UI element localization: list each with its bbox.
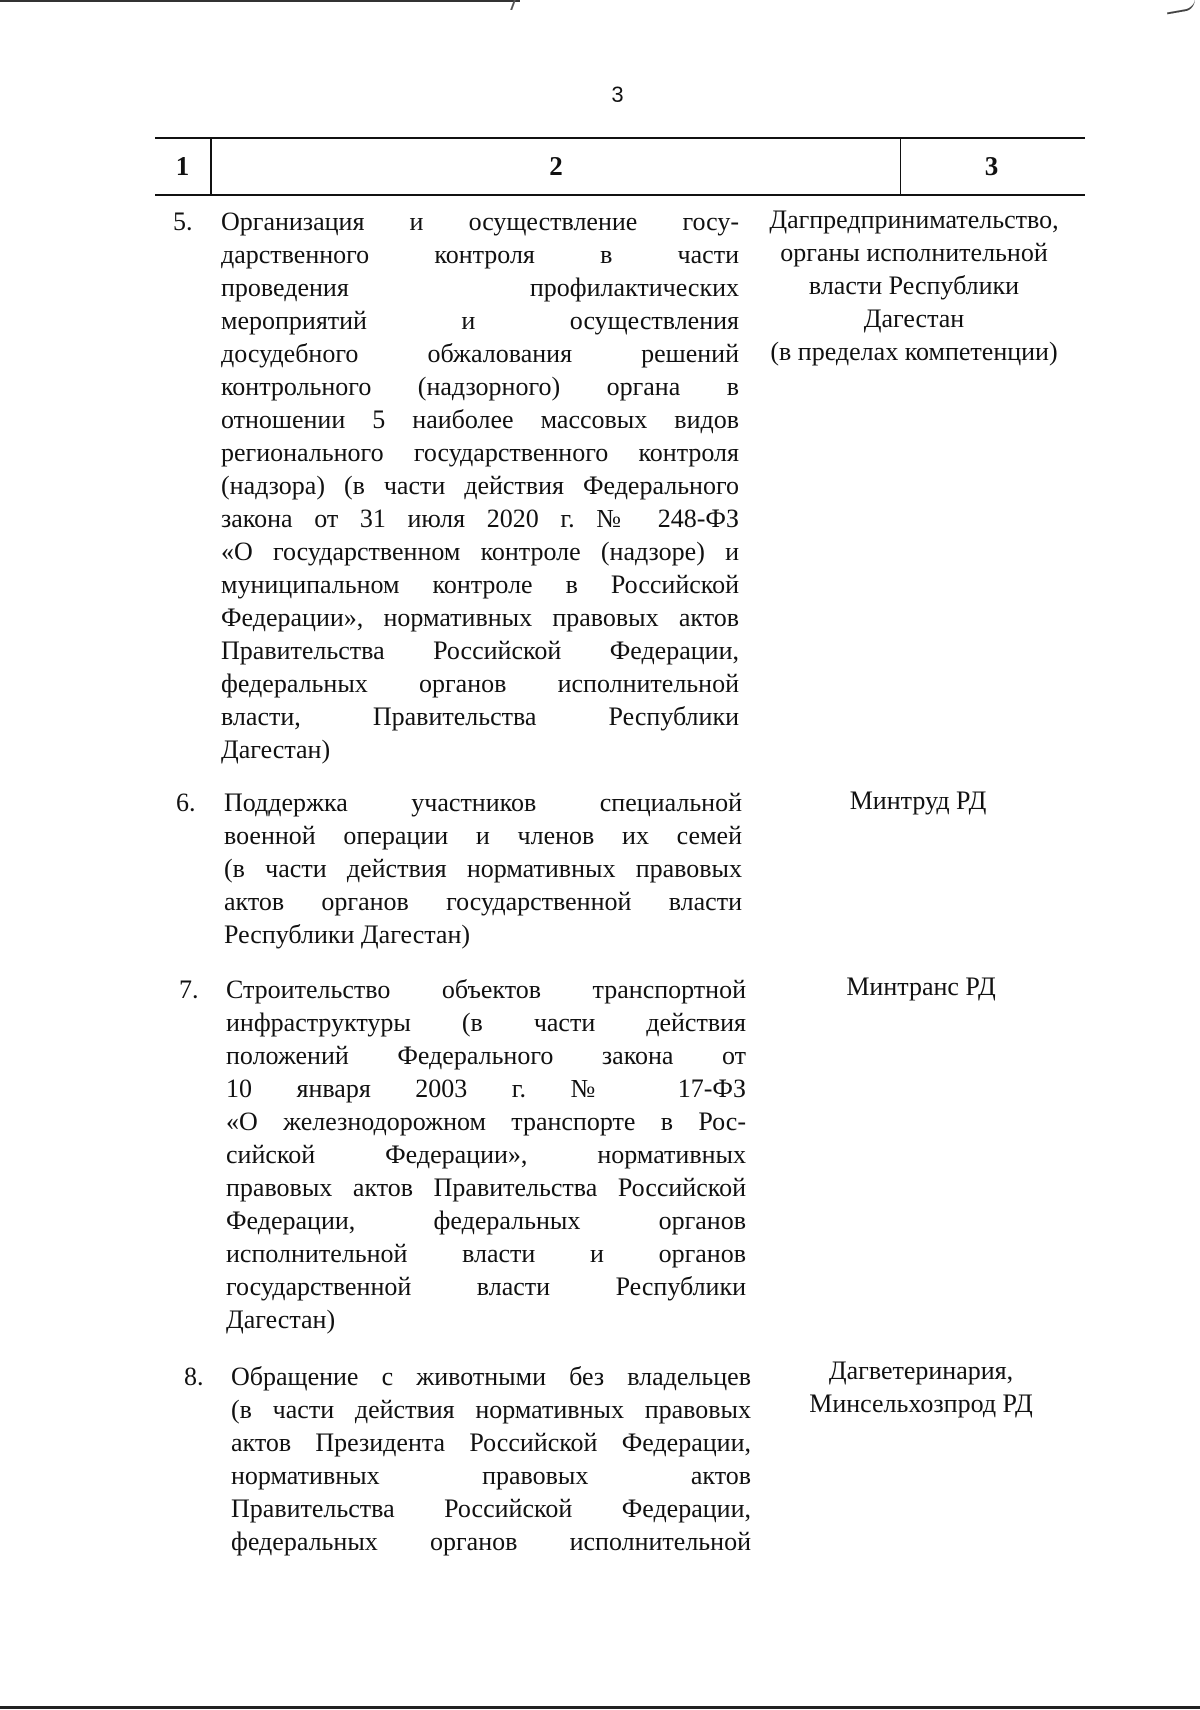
description-line: «О железнодорожном транспорте в Рос-: [226, 1107, 746, 1136]
description-line: правовых актов Правительства Российской: [226, 1173, 746, 1202]
row-number: 8.: [184, 1362, 204, 1391]
row-number: 6.: [176, 788, 196, 817]
description-line: муниципальном контроле в Российской: [221, 570, 739, 599]
description-line: власти, Правительства Республики: [221, 702, 739, 731]
scan-edge-top: [0, 0, 520, 2]
description-line: Федерации, федеральных органов: [226, 1206, 746, 1235]
page-number: 3: [611, 82, 624, 107]
row-description: [226, 973, 746, 1336]
description-line: государственной власти Республики: [226, 1272, 746, 1301]
header-col-1: 1: [175, 151, 190, 181]
responsible-line: Минтранс РД: [846, 972, 996, 1001]
description-line: контрольного (надзорного) органа в: [221, 372, 739, 401]
responsible-line: Дагпредпринимательство,: [769, 205, 1059, 234]
description-line: (в части действия нормативных правовых: [231, 1395, 751, 1424]
responsible-line: Минтруд РД: [849, 786, 987, 815]
description-line: нормативных правовых актов: [231, 1461, 751, 1490]
responsible-line: Дагветеринария,: [828, 1356, 1014, 1385]
description-line: Дагестан): [221, 735, 331, 764]
row-responsible: [755, 1354, 1087, 1420]
row-description: [224, 786, 742, 951]
row-responsible: [752, 784, 1084, 817]
description-line: исполнительной власти и органов: [226, 1239, 746, 1268]
description-line: мероприятий и осуществления: [221, 306, 739, 335]
header-col-2: 2: [210, 139, 901, 194]
responsible-line: Дагестан: [863, 304, 965, 333]
description-line: закона от 31 июля 2020 г. № 248-ФЗ: [221, 504, 739, 533]
description-line: (надзора) (в части действия Федерального: [221, 471, 739, 500]
scan-edge-bottom: [0, 1706, 1200, 1709]
description-line: 10 января 2003 г. № 17-ФЗ: [226, 1074, 746, 1103]
responsible-line: органы исполнительной: [780, 238, 1048, 267]
description-line: Дагестан): [226, 1305, 336, 1334]
description-line: федеральных органов исполнительной: [231, 1527, 751, 1556]
row-description: [231, 1360, 751, 1558]
description-line: Правительства Российской Федерации,: [221, 636, 739, 665]
description-line: инфраструктуры (в части действия: [226, 1008, 746, 1037]
row-description: [221, 205, 739, 766]
responsible-line: (в пределах компетенции): [770, 337, 1058, 366]
description-line: положений Федерального закона от: [226, 1041, 746, 1070]
row-responsible: [755, 970, 1087, 1003]
responsible-line: Минсельхозпрод РД: [809, 1389, 1033, 1418]
responsible-line: власти Республики: [808, 271, 1020, 300]
description-line: Поддержка участников специальной: [224, 788, 742, 817]
description-line: Федерации», нормативных правовых актов: [221, 603, 739, 632]
description-line: «О государственном контроле (надзоре) и: [221, 537, 739, 566]
description-line: дарственного контроля в части: [221, 240, 739, 269]
description-line: актов Президента Российской Федерации,: [231, 1428, 751, 1457]
description-line: (в части действия нормативных правовых: [224, 854, 742, 883]
description-line: федеральных органов исполнительной: [221, 669, 739, 698]
row-responsible: [748, 203, 1080, 368]
row-number: 5.: [173, 207, 193, 236]
description-line: проведения профилактических: [221, 273, 739, 302]
description-line: Правительства Российской Федерации,: [231, 1494, 751, 1523]
description-line: отношении 5 наиболее массовых видов: [221, 405, 739, 434]
description-line: регионального государственного контроля: [221, 438, 739, 467]
description-line: Республики Дагестан): [224, 920, 471, 949]
description-line: актов органов государственной власти: [224, 887, 742, 916]
scan-corner-mark: [1165, 0, 1197, 15]
table-header: [155, 137, 1085, 196]
description-line: Организация и осуществление госу-: [221, 207, 739, 236]
description-line: Строительство объектов транспортной: [226, 975, 746, 1004]
description-line: военной операции и членов их семей: [224, 821, 742, 850]
description-line: досудебного обжалования решений: [221, 339, 739, 368]
description-line: Обращение с животными без владельцев: [231, 1362, 751, 1391]
row-number: 7.: [179, 975, 199, 1004]
description-line: сийской Федерации», нормативных: [226, 1140, 746, 1169]
header-col-3: 3: [984, 151, 999, 181]
